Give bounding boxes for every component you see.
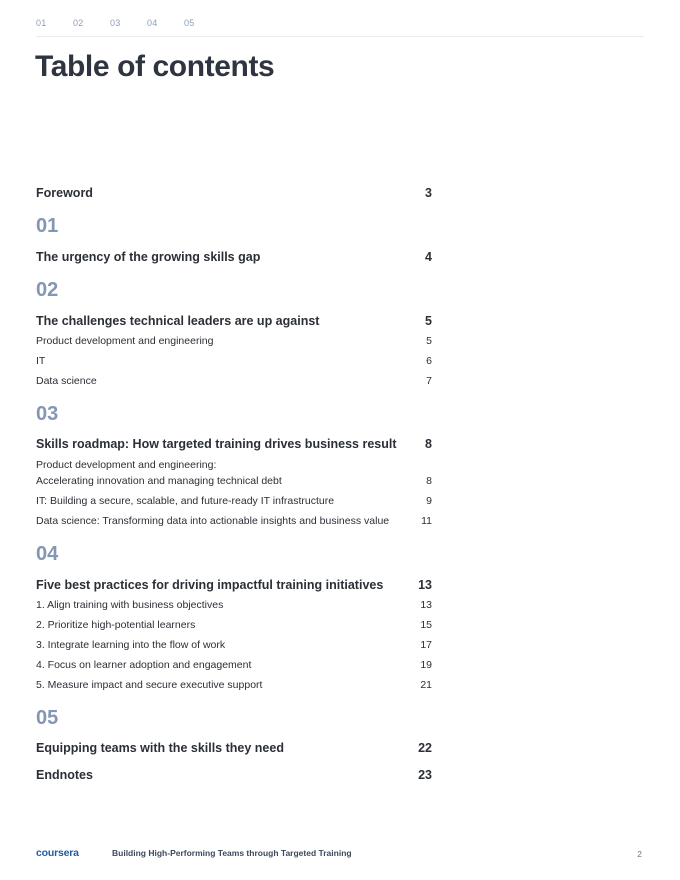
toc-entry-label: 5. Measure impact and secure executive support (36, 679, 263, 691)
coursera-logo: coursera (36, 847, 79, 859)
toc-entry-label: 3. Integrate learning into the flow of work (36, 639, 226, 651)
toc-entry-label: Data science (36, 375, 97, 387)
nav-link-03[interactable]: 03 (110, 18, 121, 28)
toc-entry-page: 7 (426, 375, 432, 387)
toc-subentry[interactable] (36, 374, 432, 389)
toc-entry-label-line1: Product development and engineering: (36, 459, 217, 471)
section-number-04: 04 (36, 543, 59, 565)
toc-entry-label-line2: Accelerating innovation and managing technical debt (36, 475, 282, 487)
toc-entry-label: Five best practices for driving impactful training initiatives (36, 578, 384, 592)
document-title: Building High-Performing Teams through Targeted Training (112, 848, 352, 858)
section-number-02: 02 (36, 279, 59, 301)
toc-subentry[interactable] (36, 457, 432, 489)
toc-entry-section-02[interactable] (36, 312, 432, 330)
toc-entry-page: 5 (425, 314, 432, 328)
toc-entry-label: 4. Focus on learner adoption and engagement (36, 659, 252, 671)
toc-entry-page: 21 (420, 679, 432, 691)
toc-entry-page: 13 (420, 599, 432, 611)
toc-entry-label: The challenges technical leaders are up against (36, 314, 320, 328)
toc-subentry[interactable] (36, 598, 432, 613)
toc-entry-label: IT: Building a secure, scalable, and future-ready IT infrastructure (36, 495, 335, 507)
toc-entry-page: 13 (418, 578, 432, 592)
toc-entry-label: Equipping teams with the skills they need (36, 741, 284, 755)
toc-entry-page: 5 (426, 335, 432, 347)
toc-entry-section-05[interactable] (36, 739, 432, 757)
toc-entry-label: Data science: Transforming data into actionable insights and business value (36, 515, 390, 527)
nav-link-01[interactable]: 01 (36, 18, 47, 28)
toc-entry-page: 19 (420, 659, 432, 671)
toc-entry-label: The urgency of the growing skills gap (36, 250, 261, 264)
toc-subentry[interactable] (36, 334, 432, 349)
page-title: Table of contents (35, 50, 275, 83)
toc-subentry[interactable] (36, 618, 432, 633)
toc-entry-page: 4 (425, 250, 432, 264)
page-footer (36, 847, 644, 861)
toc-entry-page: 23 (418, 768, 432, 782)
toc-entry-foreword[interactable] (36, 184, 432, 202)
toc-entry-page: 8 (425, 437, 432, 451)
nav-link-02[interactable]: 02 (73, 18, 84, 28)
section-number-03: 03 (36, 403, 59, 425)
header-divider (36, 36, 644, 37)
toc-subentry[interactable] (36, 638, 432, 653)
nav-link-05[interactable]: 05 (184, 18, 195, 28)
section-number-05: 05 (36, 707, 59, 729)
toc-subentry[interactable] (36, 514, 432, 529)
toc-subentry[interactable] (36, 494, 432, 509)
toc-entry-label: Product development and engineering (36, 335, 214, 347)
toc-entry-endnotes[interactable] (36, 766, 432, 784)
toc-entry-page: 6 (426, 355, 432, 367)
toc-entry-label: Endnotes (36, 768, 93, 782)
toc-entry-section-03[interactable] (36, 435, 432, 453)
section-number-01: 01 (36, 215, 59, 237)
page-number: 2 (637, 849, 642, 859)
toc-entry-page: 3 (425, 186, 432, 200)
section-nav (36, 18, 221, 28)
toc-entry-label: Foreword (36, 186, 93, 200)
toc-entry-label: Skills roadmap: How targeted training drives business result (36, 437, 397, 451)
toc-entry-page: 11 (421, 515, 432, 527)
toc-entry-page: 8 (426, 475, 432, 487)
nav-link-04[interactable]: 04 (147, 18, 158, 28)
toc-entry-section-01[interactable] (36, 248, 432, 266)
toc-entry-section-04[interactable] (36, 576, 432, 594)
toc-entry-page: 15 (420, 619, 432, 631)
toc-entry-page: 17 (420, 639, 432, 651)
toc-entry-page: 22 (418, 741, 432, 755)
toc-entry-label: 1. Align training with business objectives (36, 599, 224, 611)
toc-entry-page: 9 (426, 495, 432, 507)
table-of-contents (36, 184, 432, 784)
toc-subentry[interactable] (36, 354, 432, 369)
toc-subentry[interactable] (36, 678, 432, 693)
toc-entry-label: 2. Prioritize high-potential learners (36, 619, 196, 631)
toc-entry-label: IT (36, 355, 46, 367)
toc-subentry[interactable] (36, 658, 432, 673)
